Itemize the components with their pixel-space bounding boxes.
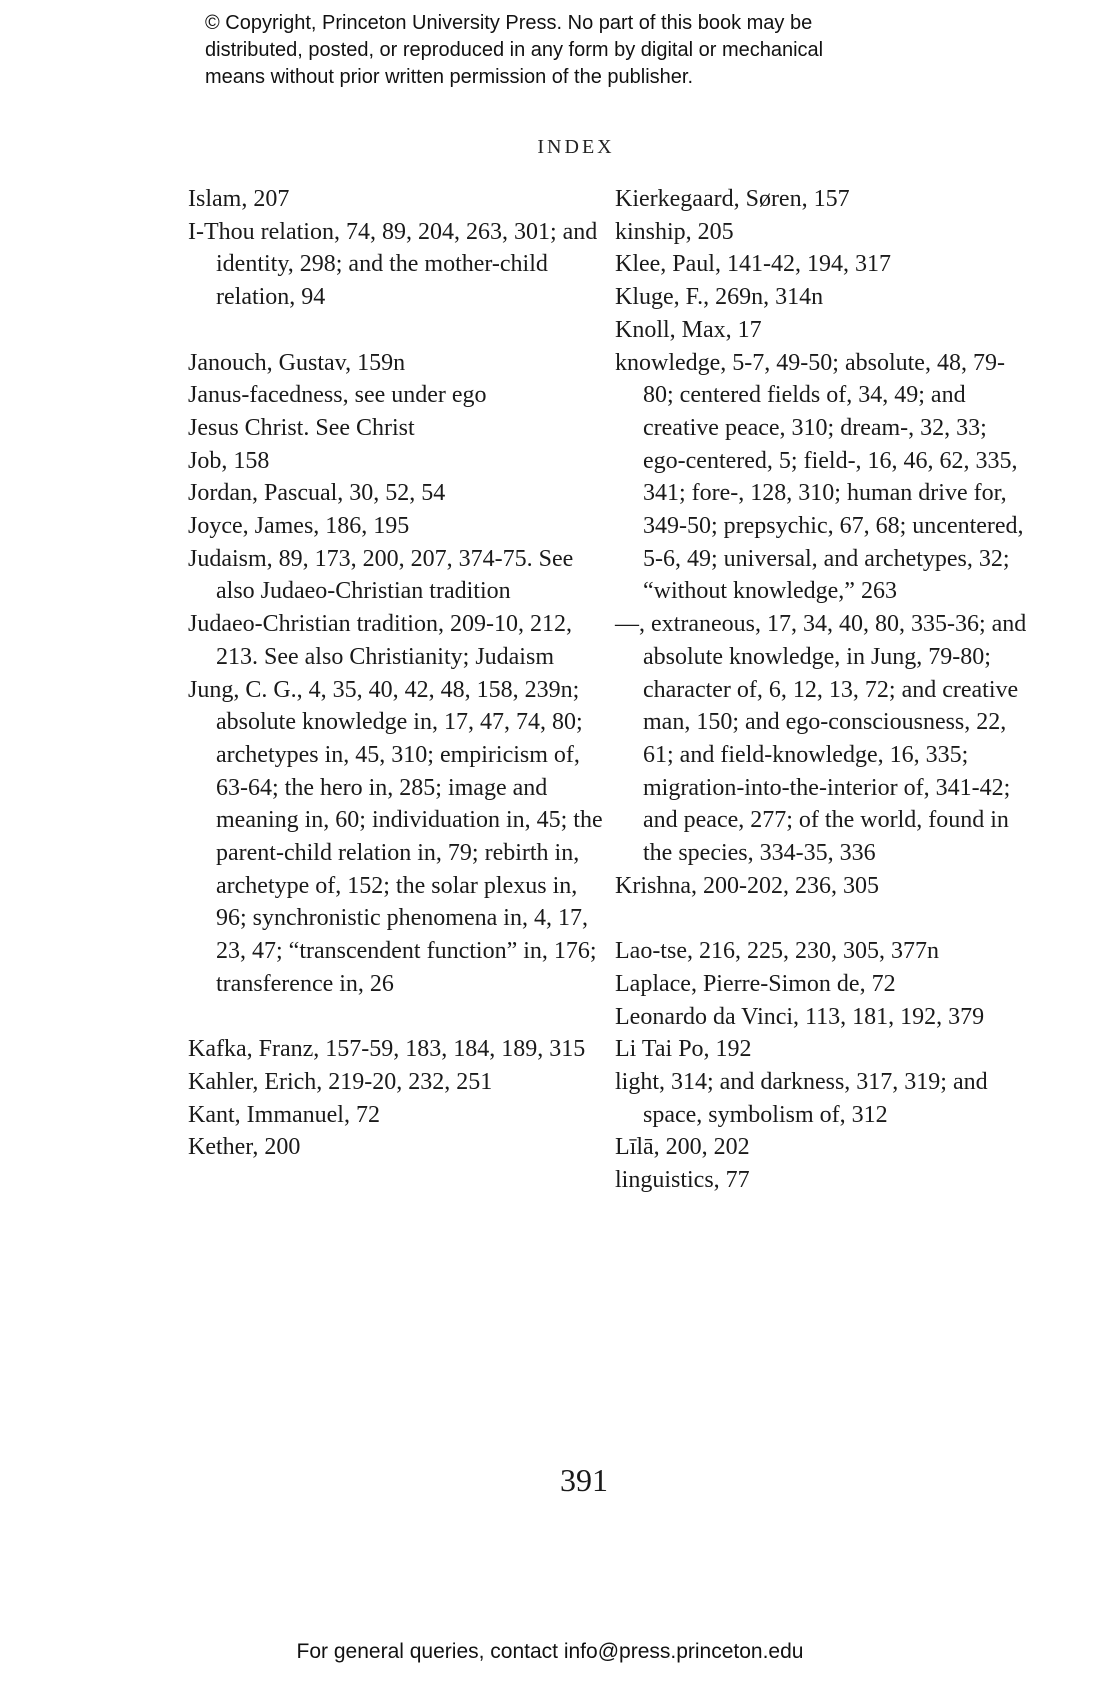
index-entry: Jung, C. G., 4, 35, 40, 42, 48, 158, 239n; absolute knowledge in, 17, 47, 74, 80; archetypes in, 45, 310; empiricism of, 63-64; the hero in, 285; image and meaning in, 60; individuation in, 45; the parent-child relation in, 79; rebirth in, archetype of, 152; the solar plexus in, 96; synchronistic phenomena in, 4, 17, 23, 47; “transcendent function” in, 176; transference in, 26 — [188, 676, 603, 997]
page-heading: INDEX — [537, 136, 615, 158]
index-entry: Līlā, 200, 202 — [615, 1134, 750, 1161]
index-entry: Janouch, Gustav, 159n — [188, 349, 406, 376]
index-entry: linguistics, 77 — [615, 1167, 750, 1194]
copyright-line: © Copyright, Princeton University Press. No part of this book may be — [205, 12, 813, 34]
page-number: 391 — [560, 1462, 608, 1498]
index-entry: Klee, Paul, 141-42, 194, 317 — [615, 251, 891, 278]
index-entry: light, 314; and darkness, 317, 319; and space, symbolism of, 312 — [615, 1068, 988, 1128]
index-entry: Jordan, Pascual, 30, 52, 54 — [188, 480, 446, 507]
index-entry: knowledge, 5-7, 49-50; absolute, 48, 79-80; centered fields of, 34, 49; and creative peace, 310; dream-, 32, 33; ego-centered, 5; field-, 16, 46, 62, 335, 341; fore-, 128, 310; human drive for, 349-50; prepsychic, 67, 68; uncentered, 5-6, 49; universal, and archetypes, 32; “without knowledge,” 263 — [615, 349, 1024, 605]
index-entry: Krishna, 200-202, 236, 305 — [615, 872, 879, 899]
index-entry: kinship, 205 — [615, 218, 734, 245]
index-entry: Joyce, James, 186, 195 — [188, 513, 410, 540]
index-entry: Judaism, 89, 173, 200, 207, 374-75. See also Judaeo-Christian tradition — [188, 545, 574, 605]
index-entry: Judaeo-Christian tradition, 209-10, 212, 213. See also Christianity; Judaism — [188, 611, 572, 670]
index-column-right — [615, 183, 1035, 1197]
index-entry: Laplace, Pierre-Simon de, 72 — [615, 970, 896, 997]
copyright-line: distributed, posted, or reproduced in any form by digital or mechanical — [205, 39, 824, 61]
index-entry: Kahler, Erich, 219-20, 232, 251 — [188, 1068, 493, 1095]
index-entry: Leonardo da Vinci, 113, 181, 192, 379 — [615, 1003, 985, 1030]
index-entry: Kluge, F., 269n, 314n — [615, 284, 824, 311]
index-entry: Islam, 207 — [188, 186, 290, 212]
index-entry: Kierkegaard, Søren, 157 — [615, 186, 850, 212]
index-entry: Knoll, Max, 17 — [615, 316, 762, 343]
index-entry: Janus-facedness, see under ego — [188, 382, 487, 409]
index-entry: Job, 158 — [188, 447, 270, 474]
index-entry: Kant, Immanuel, 72 — [188, 1101, 380, 1128]
index-entry: I-Thou relation, 74, 89, 204, 263, 301; and identity, 298; and the mother-child relation, 94 — [188, 218, 598, 311]
copyright-line: means without prior written permission of the publisher. — [205, 66, 694, 88]
index-entry: Li Tai Po, 192 — [615, 1036, 752, 1063]
footer-contact: For general queries, contact info@press.princeton.edu — [296, 1640, 804, 1663]
index-entry: Kafka, Franz, 157-59, 183, 184, 189, 315 — [188, 1036, 586, 1063]
index-entry: Kether, 200 — [188, 1134, 301, 1161]
index-entry: Jesus Christ. See Christ — [188, 414, 415, 441]
index-entry: —, extraneous, 17, 34, 40, 80, 335-36; and absolute knowledge, in Jung, 79-80; character of, 6, 12, 13, 72; and creative man, 150; and ego-consciousness, 22, 61; and field-knowledge, 16, 335; migration-into-the-interior of, 341-42; and peace, 277; of the world, found in the species, 334-35, 336 — [615, 611, 1027, 867]
copyright-notice — [205, 10, 965, 91]
index-column-left — [188, 183, 608, 1164]
index-entry: Lao-tse, 216, 225, 230, 305, 377n — [615, 938, 939, 965]
